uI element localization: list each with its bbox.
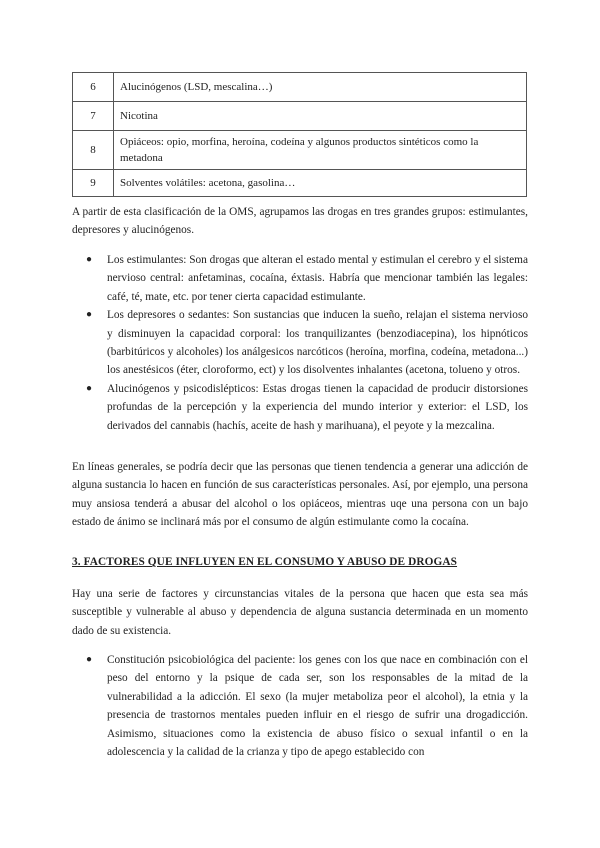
row-text: Nicotina — [114, 102, 527, 131]
row-number: 9 — [73, 170, 114, 197]
factors-intro-paragraph: Hay una serie de factores y circunstancias vitales de la persona que hacen que esta sea más susceptible y vulnerable al abuso y dependencia de alguna sustancia determinada en un momento dado de su existencia. — [72, 588, 528, 637]
list-item-text: Constitución psicobiológica del paciente: los genes con los que nace en combinación con el peso del entorno y la psique de cada ser, son los responsables de la mitad de la vulnerabilidad a la adicción. El sexo (la mujer metaboliza peor el alcohol), la etnia y la presencia de trastornos mentales pueden influir en el riesgo de sufrir una drogadicción. Asimismo, situaciones como la existencia de abuso físico o sexual infantil o en la adolescencia y la calidad de la crianza y tipo de apego establecido con — [107, 654, 528, 759]
bullet-icon: ● — [86, 309, 93, 321]
table-row — [73, 73, 527, 102]
list-item — [72, 306, 528, 380]
bullet-icon: ● — [86, 654, 93, 665]
bullet-icon: ● — [86, 382, 93, 394]
row-text: Solventes volátiles: acetona, gasolina… — [114, 170, 527, 197]
row-number: 7 — [73, 102, 114, 131]
list-item-text: Los depresores o sedantes: Son sustancias que inducen la sueño, relajan el sistema nervioso y disminuyen la capacidad corporal: los tranquilizantes (benzodiacepina), los hipnóticos (barbitúricos y alcoholes) los análgesicos narcóticos (heroína, morfina, codeína, metadona...) los anestésicos (éter, cloroformo, ect) y los disolventes inhalantes (acetona, tolueno y otros. — [107, 309, 528, 377]
drug-groups-list — [72, 251, 528, 435]
factors-list — [72, 651, 528, 761]
table-row — [73, 102, 527, 131]
section-heading: 3. FACTORES QUE INFLUYEN EN EL CONSUMO Y ABUSO DE DROGAS — [72, 556, 458, 568]
list-item-text: Los estimulantes: Son drogas que alteran el estado mental y estimulan el cerebro y el sistema nervioso central: anfetaminas, cocaína, éxtasis. Habría que mencionar también las legales: café, té, mate, etc. por tener cierta capacidad estimulante. — [107, 254, 528, 303]
intro-paragraph: A partir de esta clasificación de la OMS, agrupamos las drogas en tres grandes grupos: estimulantes, depresores y alucinógenos. — [72, 206, 528, 237]
row-number: 6 — [73, 73, 114, 102]
drug-classification-table — [72, 72, 527, 197]
list-item — [72, 651, 528, 761]
table-row — [73, 131, 527, 170]
row-number: 8 — [73, 131, 114, 170]
table-row — [73, 170, 527, 197]
bullet-icon: ● — [86, 254, 93, 265]
general-paragraph: En líneas generales, se podría decir que las personas que tienen tendencia a generar una adicción de alguna sustancia lo hacen en función de sus características personales. Así, por ejemplo, una persona muy ansiosa tenderá a abusar del alcohol o los opiáceos, mientras uqe una persona con un bajo estado de ánimo se inclinará más por el consumo de algún estimulante como la cocaína. — [72, 461, 528, 529]
list-item-text: Alucinógenos y psicodislépticos: Estas drogas tienen la capacidad de producir distorsiones profundas de la percepción y la experiencia del mundo interior y exterior: el LSD, los derivados del cannabis (hachís, aceite de hash y marihuana), el peyote y la mezcalina. — [107, 382, 528, 432]
list-item — [72, 251, 528, 306]
list-item — [72, 380, 528, 435]
row-text: Alucinógenos (LSD, mescalina…) — [114, 73, 527, 102]
row-text: Opiáceos: opio, morfina, heroína, codeína y algunos productos sintéticos como la metadona — [114, 131, 527, 170]
